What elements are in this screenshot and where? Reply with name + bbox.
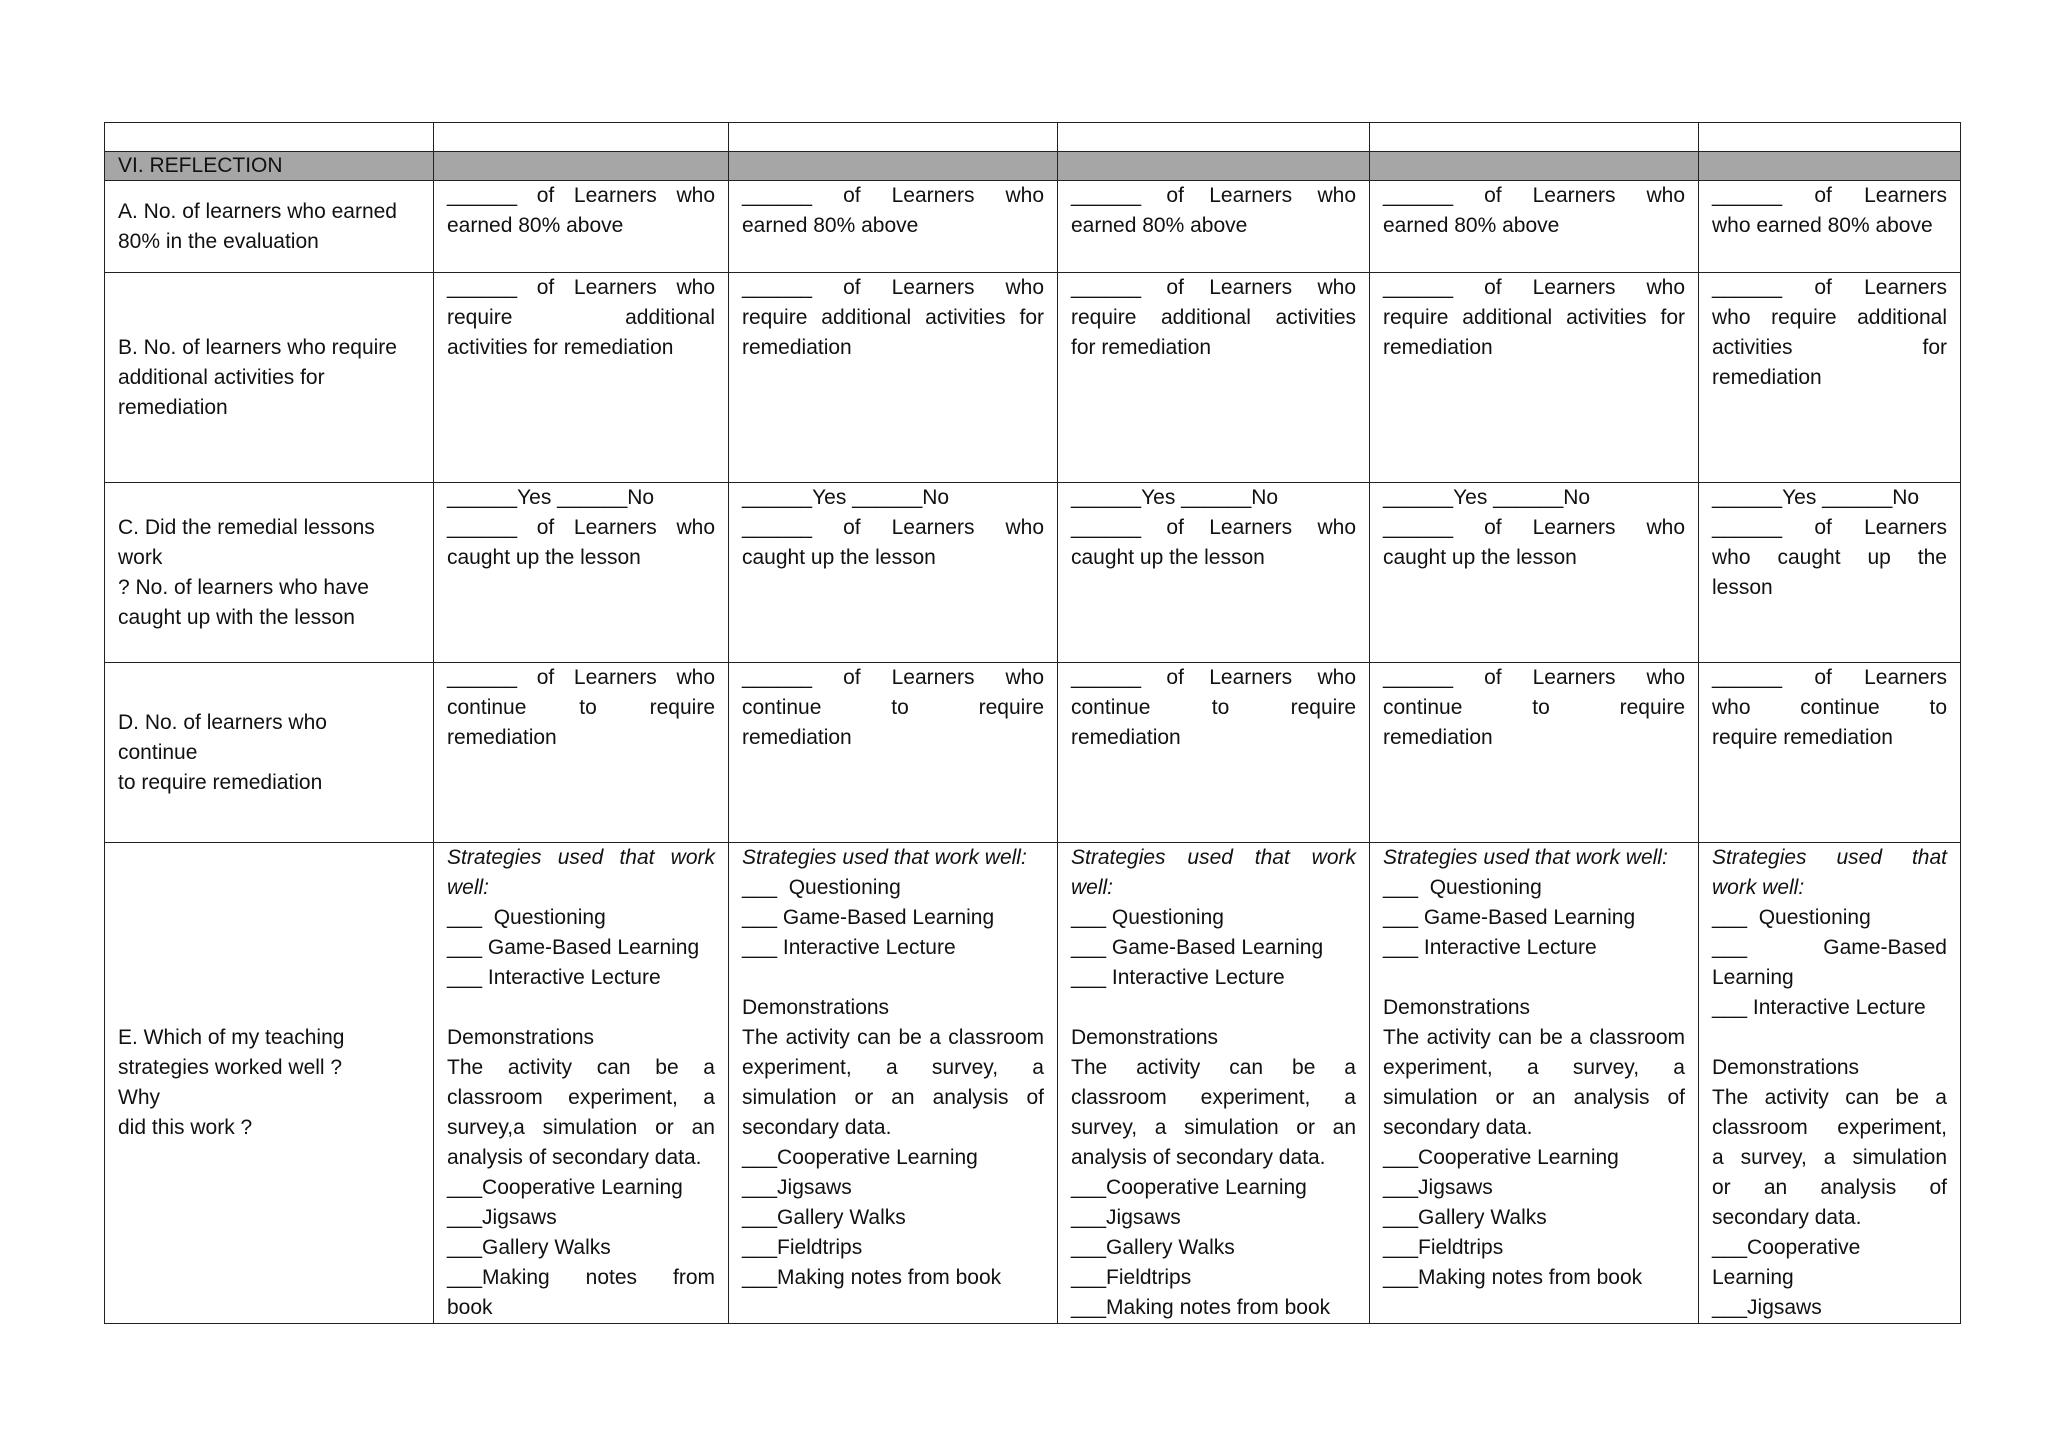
- cell-text-line: Strategies used that work: [1071, 846, 1356, 869]
- cell-text-line: ______ of Learners who: [447, 516, 715, 539]
- cell-text-line: secondary data.: [1383, 1116, 1533, 1139]
- cell-text-line: ______Yes ______No: [1712, 486, 1920, 509]
- cell-text-line: ___Making notes from book: [742, 1266, 1002, 1289]
- blank-cell: [1058, 123, 1370, 152]
- cell-text-line: remediation: [1071, 726, 1181, 749]
- cell-text-line: secondary data.: [742, 1116, 892, 1139]
- section-shade-cell: [1699, 152, 1961, 181]
- cell-text-line: ___Jigsaws: [447, 1206, 557, 1229]
- cell-text-line: experiment, a survey, a: [742, 1056, 1044, 1079]
- day-1-cell: [434, 483, 729, 663]
- cell-text-line: ______ of Learners: [1712, 666, 1947, 689]
- cell-text-line: who continue to: [1712, 696, 1947, 719]
- section-shade-cell: [434, 152, 729, 181]
- cell-text-line: survey,a simulation or an: [447, 1116, 715, 1139]
- cell-text-line: earned 80% above: [447, 214, 624, 237]
- day-3-cell: [1058, 483, 1370, 663]
- row-label: B. No. of learners who require additional activities for remediation: [118, 335, 397, 419]
- cell-text-line: remediation: [1383, 336, 1493, 359]
- cell-text-line: remediation: [447, 726, 557, 749]
- cell-text-line: ______ of Learners who: [742, 276, 1044, 299]
- day-5-cell: [1699, 663, 1961, 843]
- cell-text-line: well:: [447, 876, 490, 899]
- day-4-cell: [1370, 483, 1699, 663]
- blank-cell: [729, 123, 1058, 152]
- cell-text-line: ___ Interactive Lecture: [1712, 996, 1926, 1019]
- cell-text-line: ___Cooperative Learning: [1071, 1176, 1307, 1199]
- cell-text-line: simulation or an analysis of: [742, 1086, 1044, 1109]
- cell-text-line: ______ of Learners who: [1071, 516, 1356, 539]
- blank-cell: [105, 123, 434, 152]
- cell-text-line: ___ Interactive Lecture: [742, 936, 956, 959]
- cell-text-line: ______ of Learners: [1712, 276, 1947, 299]
- cell-text-line: caught up the lesson: [742, 546, 936, 569]
- day-5-cell: [1699, 843, 1961, 1324]
- cell-text-line: Strategies used that work well:: [742, 846, 1027, 869]
- cell-text-line: Strategies used that: [1712, 846, 1947, 869]
- cell-text-line: classroom experiment,: [1712, 1116, 1947, 1139]
- cell-text-line: require remediation: [1712, 726, 1893, 749]
- day-5-cell: [1699, 273, 1961, 483]
- day-5-cell: [1699, 181, 1961, 273]
- spacer-line: [447, 993, 715, 1023]
- cell-text-line: ___Cooperative: [1712, 1236, 1861, 1259]
- day-1-cell: [434, 843, 729, 1324]
- cell-text-line: ___Cooperative Learning: [1383, 1146, 1619, 1169]
- day-2-cell: [729, 483, 1058, 663]
- cell-text-line: caught up the lesson: [447, 546, 641, 569]
- cell-text-line: ___ Questioning: [447, 906, 606, 929]
- cell-text-line: ___Cooperative Learning: [447, 1176, 683, 1199]
- reflection-row-d: [105, 663, 1961, 843]
- cell-text-line: ___Jigsaws: [742, 1176, 852, 1199]
- cell-text-line: ___ Game-Based Learning: [447, 936, 700, 959]
- cell-text-line: The activity can be a classroom: [742, 1026, 1044, 1049]
- cell-text-line: ______Yes ______No: [1383, 486, 1591, 509]
- row-label-cell: [105, 663, 434, 843]
- cell-text-line: require additional: [447, 306, 715, 329]
- cell-text-line: a survey, a simulation: [1712, 1146, 1947, 1169]
- spacer-line: [742, 963, 1044, 993]
- cell-text-line: ___ Questioning: [1712, 906, 1871, 929]
- cell-text-line: who caught up the: [1712, 546, 1947, 569]
- cell-text-line: Demonstrations: [742, 996, 890, 1019]
- cell-text-line: Learning: [1712, 1266, 1794, 1289]
- row-label: A. No. of learners who earned 80% in the evaluation: [118, 199, 397, 253]
- cell-text-line: Strategies used that work: [447, 846, 715, 869]
- section-header-row: [105, 152, 1961, 181]
- cell-text-line: ___Jigsaws: [1071, 1206, 1181, 1229]
- day-4-cell: [1370, 663, 1699, 843]
- day-1-cell: [434, 663, 729, 843]
- cell-text-line: for remediation: [1071, 336, 1212, 359]
- cell-text-line: ___Gallery Walks: [742, 1206, 906, 1229]
- section-shade-cell: [1058, 152, 1370, 181]
- blank-cell: [1699, 123, 1961, 152]
- day-4-cell: [1370, 843, 1699, 1324]
- cell-text-line: ______ of Learners: [1712, 184, 1947, 207]
- cell-text-line: The activity can be a: [447, 1056, 715, 1079]
- cell-text-line: require additional activities for: [742, 306, 1044, 329]
- cell-text-line: Demonstrations: [1071, 1026, 1219, 1049]
- cell-text-line: activities for: [1712, 336, 1947, 359]
- cell-text-line: ___Jigsaws: [1712, 1296, 1822, 1319]
- cell-text-line: caught up the lesson: [1071, 546, 1265, 569]
- cell-text-line: ______ of Learners who: [1383, 516, 1685, 539]
- cell-text-line: continue to require: [447, 696, 715, 719]
- day-3-cell: [1058, 273, 1370, 483]
- cell-text-line: or an analysis of: [1712, 1176, 1947, 1199]
- day-3-cell: [1058, 663, 1370, 843]
- cell-text-line: ___ Interactive Lecture: [1071, 966, 1285, 989]
- cell-text-line: ___ Questioning: [1383, 876, 1542, 899]
- cell-text-line: continue to require: [1071, 696, 1356, 719]
- cell-text-line: ______ of Learners who: [1383, 276, 1685, 299]
- cell-text-line: ___ Game-Based Learning: [1071, 936, 1324, 959]
- blank-cell: [1370, 123, 1699, 152]
- row-label: E. Which of my teaching strategies worked well ? Why did this work ?: [118, 1026, 345, 1139]
- cell-text-line: ___Cooperative Learning: [742, 1146, 978, 1169]
- cell-text-line: ___Making notes from book: [1071, 1296, 1331, 1319]
- cell-text-line: work well:: [1712, 876, 1805, 899]
- spacer-line: [1383, 963, 1685, 993]
- reflection-table-body: [105, 123, 1961, 1324]
- reflection-row-a: [105, 181, 1961, 273]
- day-3-cell: [1058, 181, 1370, 273]
- cell-text-line: ______Yes ______No: [1071, 486, 1279, 509]
- reflection-row-b: [105, 273, 1961, 483]
- section-shade-cell: [729, 152, 1058, 181]
- cell-text-line: secondary data.: [1712, 1206, 1862, 1229]
- day-5-cell: [1699, 483, 1961, 663]
- cell-text-line: ______ of Learners who: [742, 666, 1044, 689]
- cell-text-line: ___Making notes from book: [1383, 1266, 1643, 1289]
- spacer-line: [1071, 993, 1356, 1023]
- cell-text-line: classroom experiment, a: [447, 1086, 715, 1109]
- reflection-row-e: [105, 843, 1961, 1324]
- day-4-cell: [1370, 181, 1699, 273]
- day-1-cell: [434, 181, 729, 273]
- cell-text-line: earned 80% above: [1383, 214, 1560, 237]
- cell-text-line: book: [447, 1296, 493, 1319]
- row-label-cell: [105, 483, 434, 663]
- day-4-cell: [1370, 273, 1699, 483]
- spacer-line: [1712, 1023, 1947, 1053]
- cell-text-line: remediation: [1383, 726, 1493, 749]
- day-1-cell: [434, 273, 729, 483]
- day-2-cell: [729, 843, 1058, 1324]
- row-label: C. Did the remedial lessons work ? No. of learners who have caught up with the lesson: [118, 515, 375, 629]
- cell-text-line: earned 80% above: [742, 214, 919, 237]
- cell-text-line: remediation: [742, 336, 852, 359]
- cell-text-line: ___ Interactive Lecture: [1383, 936, 1597, 959]
- cell-text-line: ______Yes ______No: [742, 486, 950, 509]
- cell-text-line: who require additional: [1712, 306, 1947, 329]
- cell-text-line: experiment, a survey, a: [1383, 1056, 1685, 1079]
- cell-text-line: ___Fieldtrips: [1383, 1236, 1504, 1259]
- cell-text-line: survey, a simulation or an: [1071, 1116, 1356, 1139]
- cell-text-line: continue to require: [1383, 696, 1685, 719]
- cell-text-line: ______ of Learners who: [447, 276, 715, 299]
- blank-header-row: [105, 123, 1961, 152]
- cell-text-line: ___ Questioning: [1071, 906, 1224, 929]
- cell-text-line: lesson: [1712, 576, 1773, 599]
- cell-text-line: require additional activities for: [1383, 306, 1685, 329]
- cell-text-line: ___ Game-Based Learning: [1383, 906, 1636, 929]
- blank-cell: [434, 123, 729, 152]
- cell-text-line: remediation: [742, 726, 852, 749]
- cell-text-line: well:: [1071, 876, 1114, 899]
- row-label: D. No. of learners who continue to require remediation: [118, 710, 327, 794]
- cell-text-line: caught up the lesson: [1383, 546, 1577, 569]
- cell-text-line: earned 80% above: [1071, 214, 1248, 237]
- cell-text-line: ___ Game-Based Learning: [742, 906, 995, 929]
- cell-text-line: The activity can be a: [1071, 1056, 1356, 1079]
- cell-text-line: ______ of Learners who: [1383, 666, 1685, 689]
- cell-text-line: Demonstrations: [447, 1026, 595, 1049]
- cell-text-line: continue to require: [742, 696, 1044, 719]
- cell-text-line: ______ of Learners who: [1071, 666, 1356, 689]
- cell-text-line: analysis of secondary data.: [447, 1146, 702, 1169]
- cell-text-line: ___Making notes from: [447, 1266, 715, 1289]
- cell-text-line: ______ of Learners who: [447, 184, 715, 207]
- cell-text-line: ___Gallery Walks: [1383, 1206, 1547, 1229]
- cell-text-line: activities for remediation: [447, 336, 674, 359]
- cell-text-line: ___Fieldtrips: [1071, 1266, 1192, 1289]
- section-shade-cell: [1370, 152, 1699, 181]
- cell-text-line: ___ Questioning: [742, 876, 901, 899]
- row-label-cell: [105, 273, 434, 483]
- day-3-cell: [1058, 843, 1370, 1324]
- cell-text-line: who earned 80% above: [1712, 214, 1933, 237]
- cell-text-line: The activity can be a: [1712, 1086, 1947, 1109]
- day-2-cell: [729, 663, 1058, 843]
- cell-text-line: Demonstrations: [1712, 1056, 1860, 1079]
- cell-text-line: The activity can be a classroom: [1383, 1026, 1685, 1049]
- cell-text-line: ______ of Learners who: [1071, 184, 1356, 207]
- reflection-row-c: [105, 483, 1961, 663]
- cell-text-line: require additional activities: [1071, 306, 1356, 329]
- cell-text-line: ______ of Learners who: [742, 184, 1044, 207]
- cell-text-line: simulation or an analysis of: [1383, 1086, 1685, 1109]
- day-2-cell: [729, 273, 1058, 483]
- cell-text-line: analysis of secondary data.: [1071, 1146, 1326, 1169]
- row-label-cell: [105, 843, 434, 1324]
- cell-text-line: ___ Interactive Lecture: [447, 966, 661, 989]
- cell-text-line: Strategies used that work well:: [1383, 846, 1668, 869]
- cell-text-line: ______ of Learners who: [742, 516, 1044, 539]
- cell-text-line: ______Yes ______No: [447, 486, 655, 509]
- section-title: VI. REFLECTION: [105, 152, 434, 181]
- cell-text-line: ______ of Learners: [1712, 516, 1947, 539]
- cell-text-line: ______ of Learners who: [1071, 276, 1356, 299]
- cell-text-line: ___Fieldtrips: [742, 1236, 863, 1259]
- cell-text-line: remediation: [1712, 366, 1822, 389]
- cell-text-line: ___Gallery Walks: [1071, 1236, 1235, 1259]
- cell-text-line: ___ Game-Based: [1712, 936, 1947, 959]
- row-label-cell: [105, 181, 434, 273]
- day-2-cell: [729, 181, 1058, 273]
- cell-text-line: Learning: [1712, 966, 1794, 989]
- cell-text-line: ___Jigsaws: [1383, 1176, 1493, 1199]
- cell-text-line: ______ of Learners who: [447, 666, 715, 689]
- cell-text-line: ______ of Learners who: [1383, 184, 1685, 207]
- cell-text-line: classroom experiment, a: [1071, 1086, 1356, 1109]
- cell-text-line: Demonstrations: [1383, 996, 1531, 1019]
- cell-text-line: ___Gallery Walks: [447, 1236, 611, 1259]
- reflection-table: [104, 122, 1961, 1324]
